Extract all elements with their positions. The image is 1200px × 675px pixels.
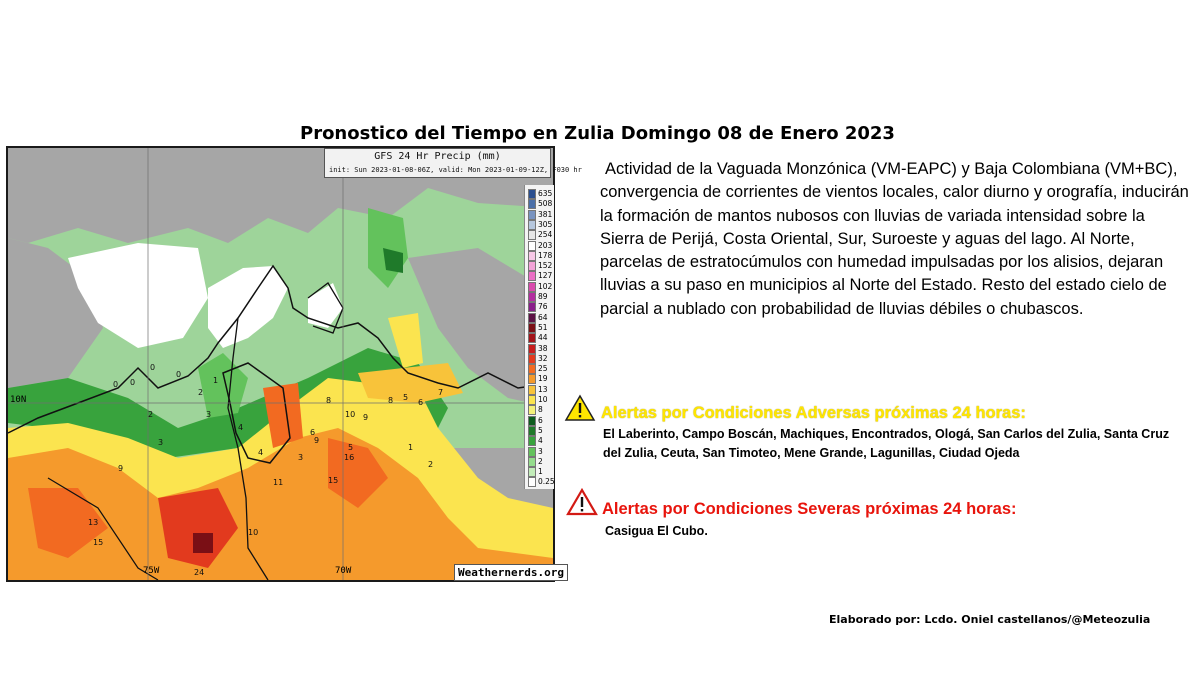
legend-item [525, 271, 555, 281]
legend-label: 51 [538, 322, 548, 332]
map-value-label: 5 [403, 393, 409, 402]
map-value-label: 9 [118, 464, 124, 473]
legend-swatch [528, 302, 536, 312]
legend-label: 203 [538, 240, 553, 250]
legend-item [525, 364, 555, 374]
map-value-label: 0 [150, 363, 156, 372]
credit-line: Elaborado por: Lcdo. Oniel castellanos/@Meteozulia [829, 613, 1151, 626]
legend-label: 89 [538, 292, 548, 301]
map-value-label: 0 [176, 370, 182, 379]
legend-swatch [528, 436, 536, 446]
map-value-label: 0 [130, 378, 136, 387]
map-value-label: 4 [258, 448, 264, 457]
legend-label: 102 [538, 281, 553, 291]
legend-swatch [528, 457, 536, 467]
map-value-label: 2 [198, 388, 204, 397]
legend-swatch [528, 426, 536, 436]
legend-item [525, 230, 555, 240]
map-value-label: 1 [408, 443, 414, 452]
legend-label: 381 [538, 209, 553, 219]
warning-icon-severe [566, 488, 598, 516]
forecast-description: Actividad de la Vaguada Monzónica (VM-EAPC) y Baja Colombiana (VM+BC), convergencia de corrientes de vientos locales, calor diurno y orografía, inducirán la formación de mantos nubosos con lluvias de variada intensidad sobre la Sierra de Perijá, Costa Oriental, Sur, Suroeste y aguas del lago. Al Norte, parcelas de estratocúmulos con humedad impulsadas por los alisios, dejaran lluvias a su paso en municipios al Norte del Estado. Resto del estado cielo de parcial a nublado con probabilidad de lluvias débiles o chubascos. [600, 160, 1189, 318]
legend-swatch [528, 292, 536, 302]
lat-label: 10N [10, 395, 27, 405]
legend-label: 8 [538, 405, 543, 415]
legend-label: 19 [538, 374, 548, 384]
dark-red-spot [193, 533, 213, 553]
legend-swatch [528, 385, 536, 395]
legend-swatch [528, 344, 536, 354]
legend-label: 44 [538, 333, 548, 343]
legend-item [525, 416, 555, 426]
legend-label: 25 [538, 364, 548, 374]
map-value-label: 6 [310, 428, 316, 437]
legend-label: 0.25 [538, 477, 555, 487]
legend-swatch [528, 416, 536, 426]
alert-adverse-title: Alertas por Condiciones Adversas próximas 24 horas: [601, 404, 1026, 422]
legend-label: 254 [538, 230, 553, 240]
legend-swatch [528, 282, 536, 292]
legend-swatch [528, 189, 536, 199]
legend-item [525, 395, 555, 405]
legend-item [525, 189, 555, 199]
map-value-label: 15 [328, 476, 339, 485]
legend-item [525, 344, 555, 354]
legend-swatch [528, 467, 536, 477]
legend-item [525, 292, 555, 302]
legend-item [525, 199, 555, 209]
legend-swatch [528, 364, 536, 374]
map-value-label: 8 [326, 396, 332, 405]
map-value-label: 10 [248, 528, 259, 537]
legend-item [525, 457, 555, 467]
precip-map [6, 146, 582, 582]
map-value-label: 8 [388, 396, 394, 405]
legend-label: 10 [538, 395, 548, 404]
map-value-label: 7 [438, 388, 444, 397]
legend-label: 127 [538, 271, 553, 281]
legend-swatch [528, 199, 536, 209]
page-title: Pronostico del Tiempo en Zulia Domingo 08 de Enero 2023 [300, 123, 895, 144]
legend-item [525, 323, 555, 333]
legend-item [525, 447, 555, 457]
legend-label: 76 [538, 302, 548, 312]
map-value-label: 9 [314, 436, 320, 445]
legend-label: 32 [538, 353, 548, 363]
map-value-label: 15 [93, 538, 104, 547]
legend-label: 3 [538, 446, 543, 456]
legend-item [525, 385, 555, 395]
legend-item [525, 220, 555, 230]
lon-label-75w: 75W [143, 566, 160, 576]
map-value-label: 2 [148, 410, 154, 419]
legend-label: 305 [538, 219, 553, 229]
precip-map-canvas [8, 148, 553, 580]
map-value-label: 3 [298, 453, 304, 462]
legend-swatch [528, 261, 536, 271]
legend-swatch [528, 230, 536, 240]
alert-adverse-text: El Laberinto, Campo Boscán, Machiques, Encontrados, Ologá, San Carlos del Zulia, Santa Cruz del Zulia, Ceuta, San Timoteo, Mene Grande, Lagunillas, Ciudad Ojeda [603, 427, 1170, 460]
legend-swatch [528, 333, 536, 343]
precip-legend [524, 185, 554, 489]
map-value-label: 16 [344, 453, 355, 462]
alert-severe-text: Casigua El Cubo. [605, 524, 708, 538]
legend-item [525, 477, 555, 487]
map-header-subtitle: init: Sun 2023-01-08-06Z, valid: Mon 2023-01-09-12Z, F030 hr [329, 166, 582, 174]
legend-item [525, 467, 555, 477]
map-value-label: 9 [363, 413, 369, 422]
legend-label: 38 [538, 343, 548, 353]
map-value-label: 3 [158, 438, 164, 447]
map-header [324, 148, 582, 178]
legend-swatch [528, 241, 536, 251]
legend-label: 5 [538, 425, 543, 435]
legend-swatch [528, 477, 536, 487]
legend-item [525, 333, 555, 343]
legend-swatch [528, 271, 536, 281]
legend-label: 508 [538, 199, 553, 209]
legend-item [525, 241, 555, 251]
legend-swatch [528, 447, 536, 457]
map-value-label: 5 [348, 443, 354, 452]
legend-item [525, 313, 555, 323]
legend-item [525, 210, 555, 220]
legend-item [525, 436, 555, 446]
legend-swatch [528, 395, 536, 405]
legend-label: 1 [538, 467, 543, 477]
map-value-label: 1 [213, 376, 219, 385]
map-value-label: 24 [194, 568, 205, 577]
legend-swatch [528, 313, 536, 323]
legend-swatch [528, 251, 536, 261]
legend-label: 178 [538, 250, 553, 260]
legend-swatch [528, 405, 536, 415]
legend-item [525, 426, 555, 436]
legend-item [525, 282, 555, 292]
legend-item [525, 302, 555, 312]
legend-label: 4 [538, 436, 543, 446]
legend-item [525, 405, 555, 415]
legend-item [525, 261, 555, 271]
legend-item [525, 251, 555, 261]
legend-swatch [528, 374, 536, 384]
map-value-label: 11 [273, 478, 284, 487]
legend-label: 635 [538, 189, 553, 198]
legend-swatch [528, 323, 536, 333]
legend-item [525, 354, 555, 364]
map-value-label: 3 [206, 410, 212, 419]
legend-swatch [528, 210, 536, 220]
map-header-title: GFS 24 Hr Precip (mm) [374, 151, 501, 162]
warning-icon-adverse [564, 394, 596, 422]
legend-label: 64 [538, 312, 548, 322]
legend-label: 13 [538, 384, 548, 394]
alert-severe-title: Alertas por Condiciones Severas próximas 24 horas: [602, 500, 1017, 518]
legend-label: 2 [538, 456, 543, 466]
map-value-label: 4 [238, 423, 244, 432]
legend-item [525, 374, 555, 384]
legend-label: 6 [538, 415, 543, 425]
map-value-label: 10 [345, 410, 356, 419]
legend-label: 152 [538, 261, 553, 271]
map-value-label: 2 [428, 460, 434, 469]
map-value-label: 0 [113, 380, 119, 389]
map-value-label: 13 [88, 518, 99, 527]
map-value-label: 6 [418, 398, 424, 407]
watermark: Weathernerds.org [454, 564, 568, 581]
legend-swatch [528, 220, 536, 230]
lon-label-70w: 70W [335, 566, 352, 576]
legend-swatch [528, 354, 536, 364]
